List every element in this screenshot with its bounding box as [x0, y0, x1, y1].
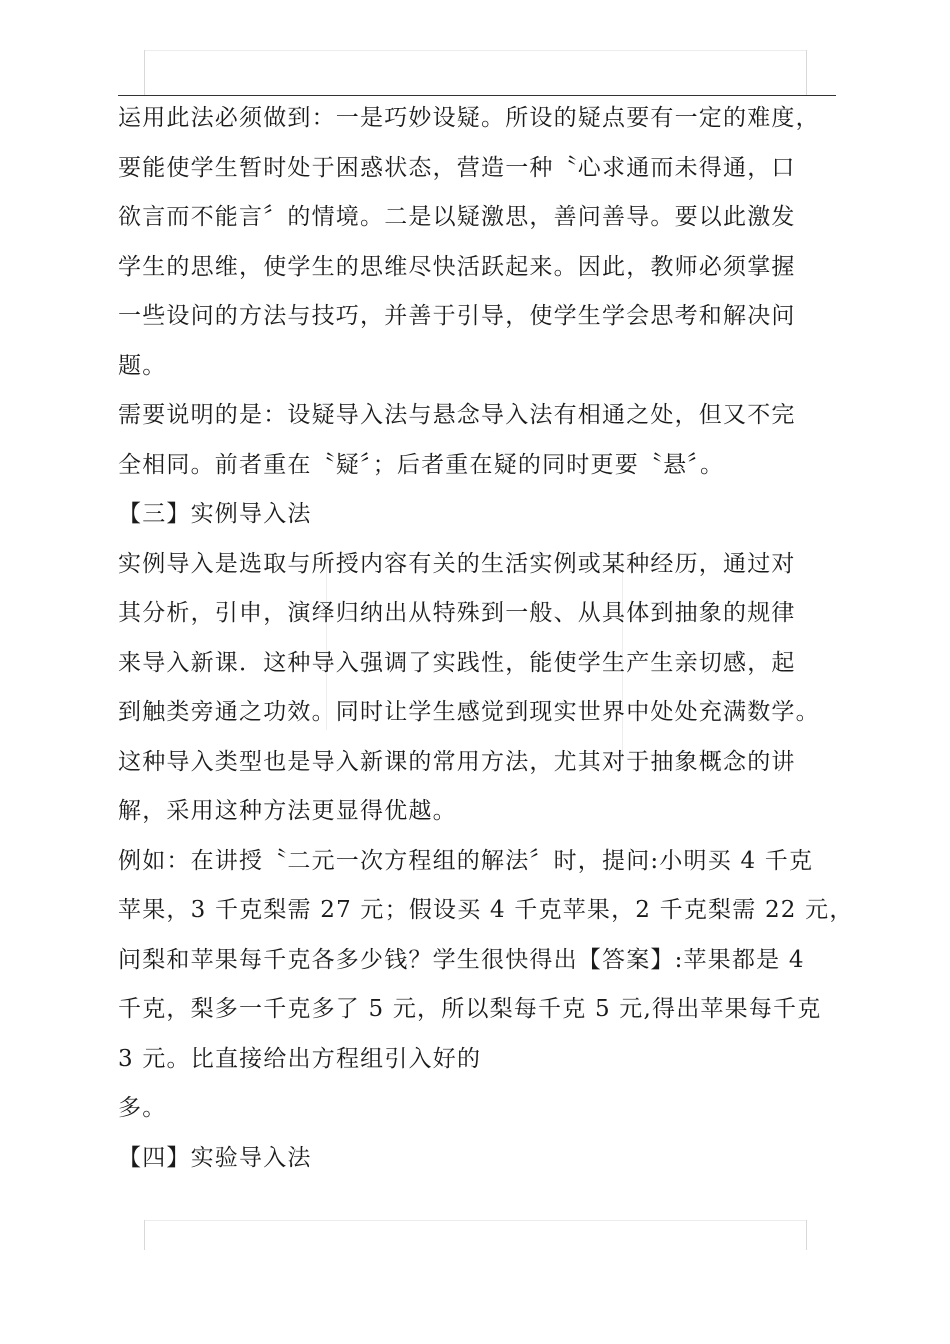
- text-line: 问梨和苹果每千克各多少钱？学生很快得出【答案】:苹果都是 4: [118, 946, 805, 973]
- header-frame-right: [806, 50, 807, 96]
- text-line: 运用此法必须做到：一是巧妙设疑。所设的疑点要有一定的难度，: [118, 105, 820, 131]
- text-line: 解，采用这种方法更显得优越。: [118, 798, 457, 824]
- text-line: 欲言而不能言〞的情境。二是以疑激思，善问善导。要以此激发: [118, 204, 796, 230]
- text-line: 3 元。比直接给出方程组引入好的: [118, 1045, 482, 1072]
- text-line: 其分析，引申，演绎归纳出从特殊到一般、从具体到抽象的规律: [118, 600, 796, 626]
- footer-frame-left: [144, 1220, 145, 1250]
- text-line: 到触类旁通之功效。同时让学生感觉到现实世界中处处充满数学。: [118, 699, 820, 725]
- header-frame-left: [144, 50, 145, 96]
- text-line: 千克，梨多一千克多了 5 元，所以梨每千克 5 元,得出苹果每千克: [118, 996, 822, 1022]
- footer-frame-top: [144, 1220, 806, 1221]
- text-line: 需要说明的是：设疑导入法与悬念导入法有相通之处，但又不完: [118, 402, 796, 428]
- section-heading-4: 【四】实验导入法: [118, 1144, 312, 1171]
- text-line: 这种导入类型也是导入新课的常用方法，尤其对于抽象概念的讲: [118, 748, 796, 775]
- section-heading-3: 【三】实例导入法: [118, 501, 312, 527]
- footer-frame-right: [806, 1220, 807, 1250]
- text-line: 多。: [118, 1095, 167, 1121]
- text-line: 实例导入是选取与所授内容有关的生活实例或某种经历，通过对: [118, 550, 796, 577]
- text-line: 来导入新课．这种导入强调了实践性，能使学生产生亲切感，起: [118, 649, 796, 676]
- text-line: 苹果，3 千克梨需 27 元；假设买 4 千克苹果，2 千克梨需 22 元，: [118, 897, 854, 923]
- text-line: 全相同。前者重在〝疑〞；后者重在疑的同时更要〝悬〞。: [118, 451, 725, 478]
- header-frame-top: [144, 50, 806, 51]
- text-line: 例如：在讲授〝二元一次方程组的解法〞时，提问:小明买 4 千克: [118, 847, 814, 874]
- text-line: 题。: [118, 352, 167, 379]
- text-line: 一些设问的方法与技巧，并善于引导，使学生学会思考和解决问: [118, 303, 796, 329]
- body-text: [118, 94, 854, 1183]
- text-line: 学生的思维，使学生的思维尽快活跃起来。因此，教师必须掌握: [118, 253, 796, 280]
- text-line: 要能使学生暂时处于困惑状态，营造一种〝心求通而未得通，口: [118, 154, 796, 181]
